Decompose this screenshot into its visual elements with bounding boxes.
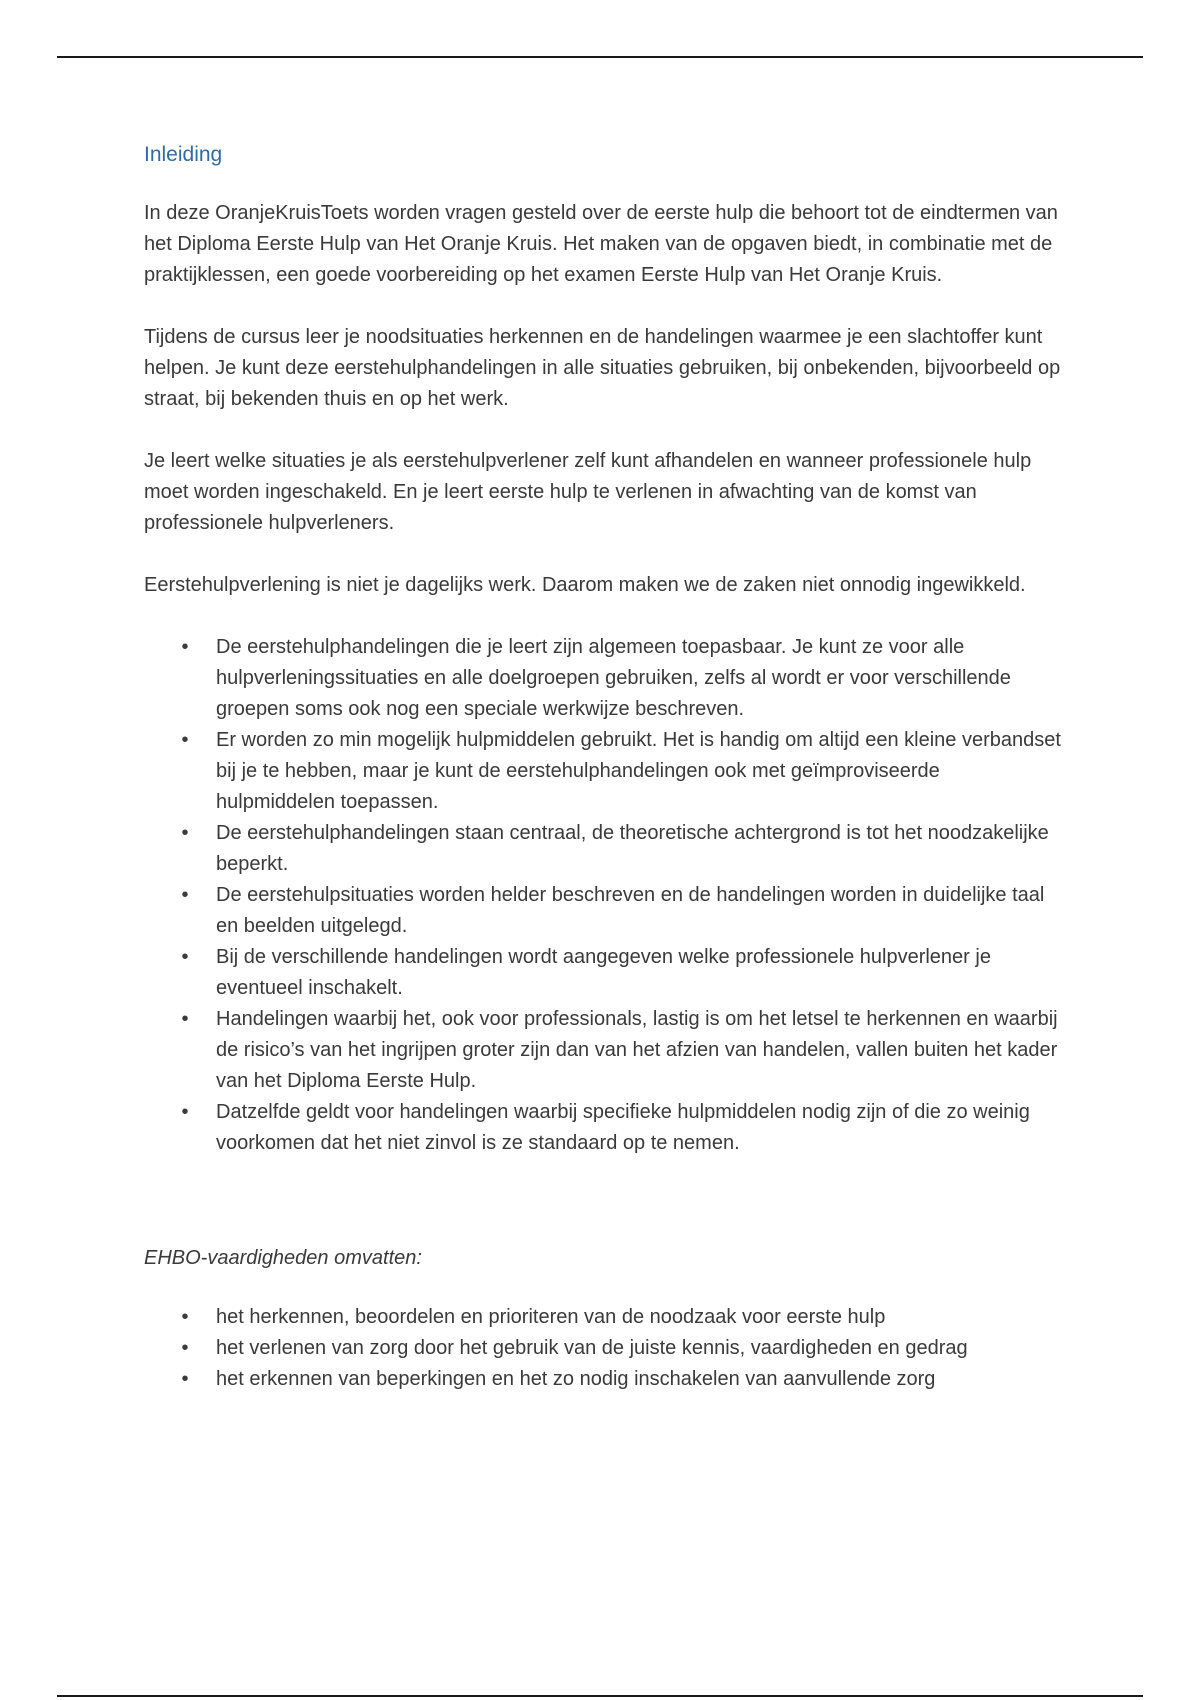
skills-list — [144, 1302, 1064, 1395]
list-item-text: De eerstehulphandelingen staan centraal, de theoretische achtergrond is tot het noodzakelijke beperkt. — [216, 822, 1049, 875]
principles-list — [144, 632, 1064, 1159]
list-item-text: Datzelfde geldt voor handelingen waarbij specifieke hulpmiddelen nodig zijn of die zo weinig voorkomen dat het niet zinvol is ze standaard op te nemen. — [216, 1101, 1030, 1154]
document-body — [144, 140, 1064, 1395]
top-rule — [57, 56, 1143, 58]
list-item — [144, 1302, 1064, 1333]
bullet-icon: • — [181, 884, 189, 906]
list-item — [144, 632, 1064, 725]
list-item-text: Bij de verschillende handelingen wordt aangegeven welke professionele hulpverlener je eventueel inschakelt. — [216, 946, 991, 999]
list-item-text: De eerstehulpsituaties worden helder beschreven en de handelingen worden in duidelijke taal en beelden uitgelegd. — [216, 884, 1045, 937]
list-item-text: het verlenen van zorg door het gebruik van de juiste kennis, vaardigheden en gedrag — [216, 1337, 968, 1359]
list-item — [144, 1333, 1064, 1364]
bullet-icon: • — [181, 1368, 189, 1390]
course-paragraph: Tijdens de cursus leer je noodsituaties herkennen en de handelingen waarmee je een slachtoffer kunt helpen. Je kunt deze eerstehulphandelingen in alle situaties gebruiken, bij onbekenden, bijvoorbeeld op straat, bij bekenden thuis en op het werk. — [144, 326, 1061, 410]
list-item-text: De eerstehulphandelingen die je leert zijn algemeen toepasbaar. Je kunt ze voor alle hulpverleningssituaties en alle doelgroepen gebruiken, zelfs al wordt er voor verschillende groepen soms ook nog een speciale werkwijze beschreven. — [216, 636, 1011, 720]
bottom-rule — [57, 1695, 1143, 1697]
list-item-text: Er worden zo min mogelijk hulpmiddelen gebruikt. Het is handig om altijd een kleine verbandset bij je te hebben, maar je kunt de eerstehulphandelingen ook met geïmproviseerde hulpmiddelen toepassen. — [216, 729, 1061, 813]
bullet-icon: • — [181, 1008, 189, 1030]
list-item — [144, 725, 1064, 818]
list-item-text: het erkennen van beperkingen en het zo nodig inschakelen van aanvullende zorg — [216, 1368, 936, 1390]
list-item — [144, 1004, 1064, 1097]
bullet-icon: • — [181, 822, 189, 844]
list-item — [144, 1097, 1064, 1159]
intro-paragraph: In deze OranjeKruisToets worden vragen gesteld over de eerste hulp die behoort tot de eindtermen van het Diploma Eerste Hulp van Het Oranje Kruis. Het maken van de opgaven biedt, in combinatie met de praktijklessen, een goede voorbereiding op het examen Eerste Hulp van Het Oranje Kruis. — [144, 202, 1058, 286]
situations-paragraph: Je leert welke situaties je als eerstehulpverlener zelf kunt afhandelen en wanneer professionele hulp moet worden ingeschakeld. En je leert eerste hulp te verlenen in afwachting van de komst van professionele hulpverleners. — [144, 450, 1032, 534]
list-item — [144, 880, 1064, 942]
simplicity-paragraph: Eerstehulpverlening is niet je dagelijks werk. Daarom maken we de zaken niet onnodig ingewikkeld. — [144, 574, 1026, 596]
list-item-text: het herkennen, beoordelen en prioriteren van de noodzaak voor eerste hulp — [216, 1306, 886, 1328]
list-item — [144, 1364, 1064, 1395]
list-item — [144, 942, 1064, 1004]
list-item-text: Handelingen waarbij het, ook voor professionals, lastig is om het letsel te herkennen en waarbij de risico’s van het ingrijpen groter zijn dan van het afzien van handelen, vallen buiten het kader van het Diploma Eerste Hulp. — [216, 1008, 1058, 1092]
bullet-icon: • — [181, 1101, 189, 1123]
bullet-icon: • — [181, 946, 189, 968]
bullet-icon: • — [181, 729, 189, 751]
section-heading: Inleiding — [144, 143, 223, 166]
list-item — [144, 818, 1064, 880]
bullet-icon: • — [181, 1337, 189, 1359]
bullet-icon: • — [181, 1306, 189, 1328]
bullet-icon: • — [181, 636, 189, 658]
skills-heading: EHBO-vaardigheden omvatten: — [144, 1247, 422, 1269]
